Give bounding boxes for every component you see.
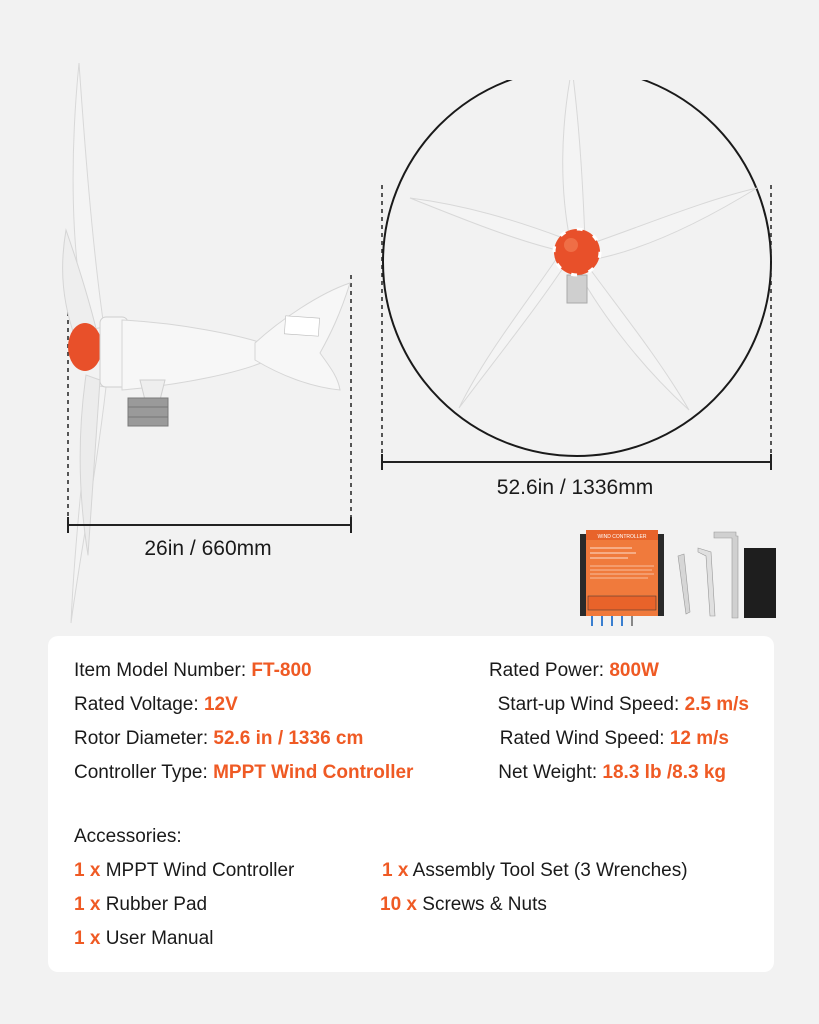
- spec-startup-label: Start-up Wind Speed:: [497, 694, 680, 715]
- spec-rated-speed: [500, 728, 729, 750]
- spec-rotor-value: 52.6 in / 1336 cm: [213, 728, 364, 749]
- accessory-qty: 1 x: [382, 860, 409, 881]
- spec-card: [48, 636, 774, 972]
- spec-voltage-value: 12V: [203, 694, 238, 715]
- spec-startup-value: 2.5 m/s: [684, 694, 749, 715]
- accessories-image: [578, 526, 778, 628]
- accessory-qty: 10 x: [380, 894, 417, 915]
- spec-controller-value: MPPT Wind Controller: [213, 762, 414, 783]
- accessory-qty: 1 x: [74, 928, 101, 949]
- spec-weight: [498, 762, 726, 784]
- accessory-name: Screws & Nuts: [422, 894, 547, 915]
- spec-controller-label: Controller Type:: [74, 762, 208, 783]
- accessory-qty: 1 x: [74, 860, 101, 881]
- spec-power-label: Rated Power:: [488, 660, 605, 681]
- spec-power-value: 800W: [609, 660, 659, 681]
- accessories-title: Accessories:: [74, 826, 182, 847]
- accessory-item: [74, 928, 213, 950]
- spec-weight-value: 18.3 lb /8.3 kg: [602, 762, 726, 783]
- controller-title: WIND CONTROLLER: [597, 534, 647, 540]
- spec-weight-label: Net Weight:: [498, 762, 598, 783]
- spec-model-label: Item Model Number:: [74, 660, 247, 681]
- accessory-item: [74, 894, 207, 916]
- accessory-name: Rubber Pad: [105, 894, 208, 915]
- accessory-item: [74, 860, 294, 882]
- accessory-name: MPPT Wind Controller: [105, 860, 295, 881]
- spec-voltage-label: Rated Voltage:: [74, 694, 199, 715]
- accessory-item: [380, 894, 547, 916]
- accessory-name: User Manual: [105, 928, 214, 949]
- accessory-name: Assembly Tool Set (3 Wrenches): [412, 860, 688, 881]
- spec-rated-speed-label: Rated Wind Speed:: [499, 728, 665, 749]
- spec-startup: [498, 694, 749, 716]
- accessory-qty: 1 x: [74, 894, 101, 915]
- spec-controller: [74, 762, 413, 784]
- rotor-diameter-label: 52.6in / 1336mm: [496, 476, 654, 499]
- spec-voltage: [74, 694, 238, 716]
- spec-rotor: [74, 728, 363, 750]
- spec-power: [489, 660, 659, 682]
- spec-model: [74, 660, 312, 682]
- accessory-item: [382, 860, 688, 882]
- spec-rated-speed-value: 12 m/s: [669, 728, 729, 749]
- side-width-label: 26in / 660mm: [144, 537, 272, 560]
- turbine-front-view: [375, 80, 780, 480]
- spec-model-value: FT-800: [251, 660, 312, 681]
- spec-rotor-label: Rotor Diameter:: [74, 728, 209, 749]
